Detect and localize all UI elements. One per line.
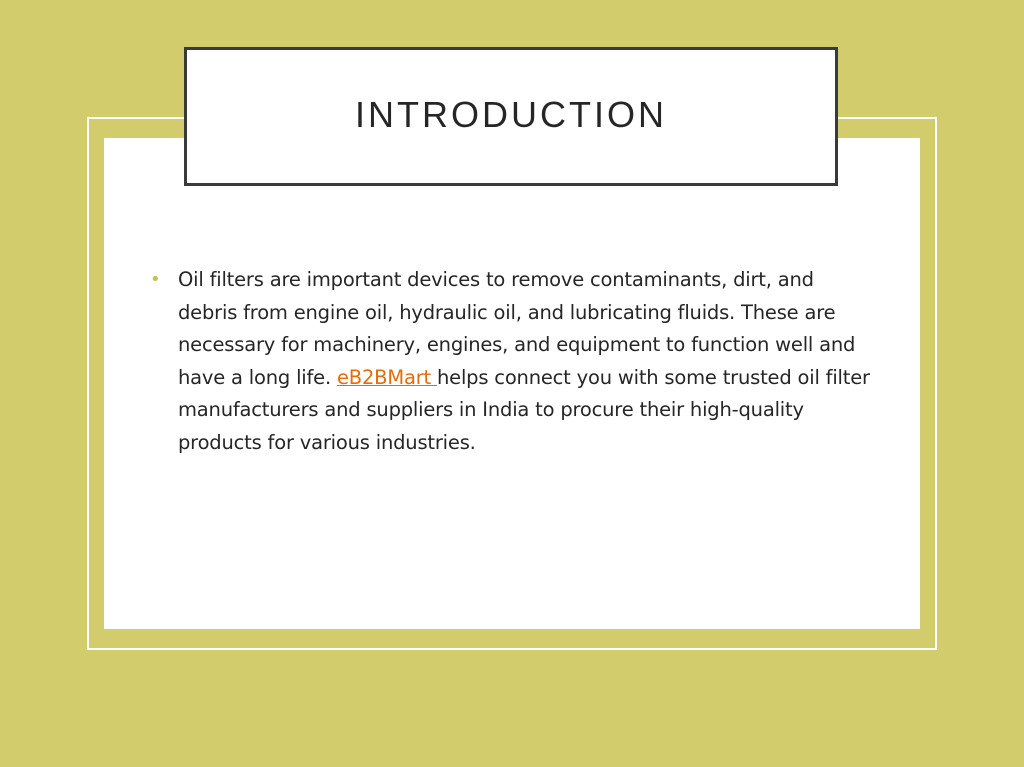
bullet-list bbox=[150, 264, 870, 459]
bullet-text-before: Oil filters are important devices to remove contaminants, dirt, and debris from engine oil, hydraulic oil, and lubricating fluids. These are necessary for machinery, engines, and equipment to function well and have a long life. bbox=[178, 268, 856, 389]
eb2bmart-link[interactable]: eB2BMart bbox=[336, 365, 437, 389]
bullet-item bbox=[150, 264, 870, 459]
slide-title: INTRODUCTION bbox=[355, 93, 667, 135]
bullet-text-after: helps connect you with some trusted oil filter manufacturers and suppliers in India to procure their high-quality products for various industries. bbox=[178, 365, 870, 454]
bullet-icon: • bbox=[150, 269, 161, 290]
title-box bbox=[184, 47, 838, 186]
